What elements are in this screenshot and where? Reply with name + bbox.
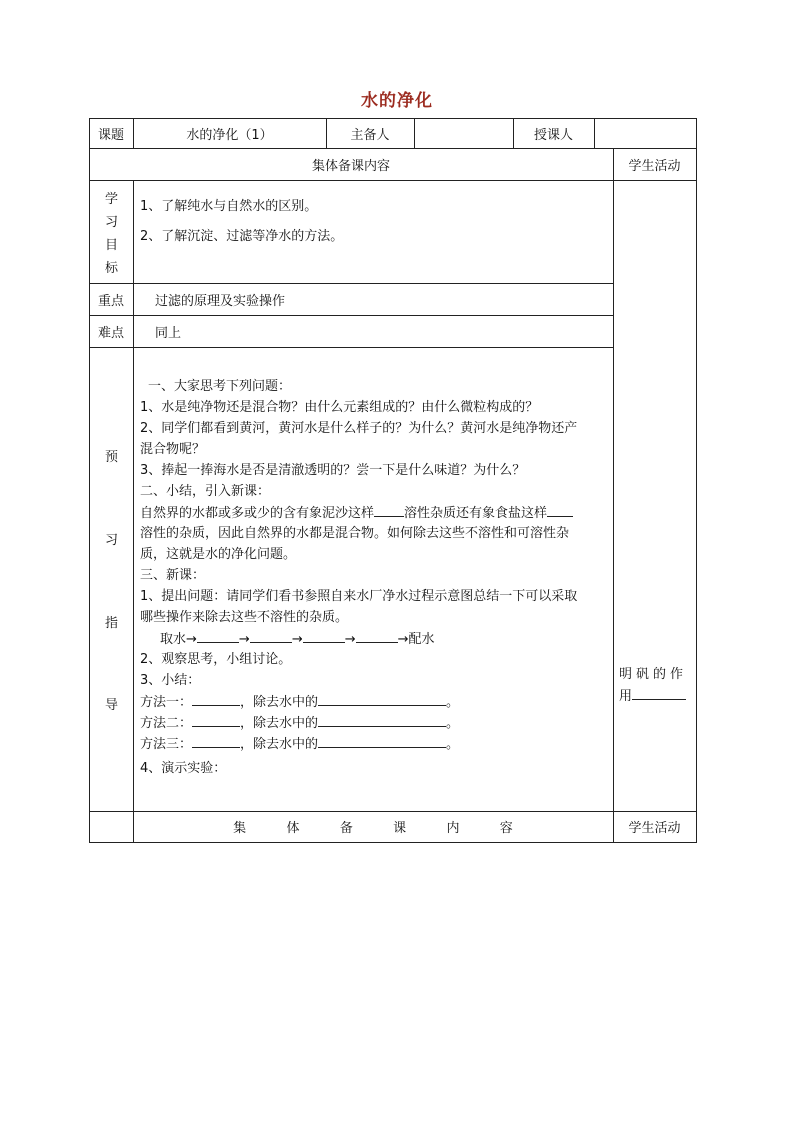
preview-text: 自然界的水都或多或少的含有象泥沙这样 bbox=[140, 506, 375, 521]
preview-line: 哪些操作来除去这些不溶性的杂质。 bbox=[140, 610, 349, 625]
fill-blank bbox=[318, 735, 446, 748]
preview-text: 溶性杂质还有象食盐这样 bbox=[404, 506, 548, 521]
preview-label-char: 指 bbox=[104, 616, 118, 631]
footer-char: 备 bbox=[339, 821, 353, 836]
footer-content-header bbox=[133, 811, 613, 842]
method-text: ，除去水中的 bbox=[240, 716, 319, 731]
footer-char: 内 bbox=[446, 821, 460, 836]
fill-blank bbox=[318, 714, 446, 727]
method-text: ，除去水中的 bbox=[240, 737, 319, 752]
goals-label-char: 标 bbox=[104, 261, 118, 276]
goal-item: 1、了解纯水与自然水的区别。 bbox=[140, 199, 318, 214]
fill-blank bbox=[303, 630, 345, 643]
goals-label-char: 学 bbox=[104, 192, 118, 207]
footer-char: 体 bbox=[286, 821, 300, 836]
method-line bbox=[140, 693, 459, 712]
side-note bbox=[619, 687, 686, 706]
fill-blank bbox=[197, 630, 239, 643]
preview-label-char: 导 bbox=[104, 698, 118, 713]
section-content-header: 集体备课内容 bbox=[311, 158, 390, 174]
fill-blank bbox=[547, 504, 573, 517]
difficulty-text: 同上 bbox=[155, 325, 182, 341]
preview-line: 一、大家思考下列问题： bbox=[148, 379, 292, 394]
page-title: 水的净化 bbox=[361, 91, 433, 111]
preview-line: 二、小结，引入新课： bbox=[140, 484, 271, 499]
fill-blank bbox=[250, 630, 292, 643]
method-period: 。 bbox=[446, 695, 460, 710]
preview-line: 混合物呢？ bbox=[140, 442, 206, 457]
footer-char: 容 bbox=[499, 821, 513, 836]
preview-line: 1、提出问题：请同学们看书参照自来水厂净水过程示意图总结一下可以采取 bbox=[140, 589, 578, 604]
key-point-text: 过滤的原理及实验操作 bbox=[155, 293, 286, 309]
preview-line bbox=[140, 504, 573, 523]
footer-char: 集 bbox=[233, 821, 247, 836]
method-label: 方法三： bbox=[140, 737, 193, 752]
teacher-value bbox=[594, 118, 696, 148]
preview-line: 2、观察思考，小组讨论。 bbox=[140, 652, 292, 667]
fill-blank bbox=[318, 693, 446, 706]
method-line bbox=[140, 735, 459, 754]
fill-blank bbox=[192, 693, 240, 706]
method-line bbox=[140, 714, 459, 733]
method-label: 方法一： bbox=[140, 695, 193, 710]
preview-line: 三、新课： bbox=[140, 568, 206, 583]
fill-blank bbox=[356, 630, 398, 643]
preview-label-char: 预 bbox=[104, 450, 118, 465]
method-period: 。 bbox=[446, 716, 460, 731]
footer-char: 课 bbox=[393, 821, 407, 836]
preview-line: 1、水是纯净物还是混合物？由什么元素组成的？由什么微粒构成的？ bbox=[140, 400, 539, 415]
fill-blank bbox=[192, 714, 240, 727]
difficulty-label: 难点 bbox=[97, 325, 124, 341]
arrow-icon: → bbox=[291, 632, 303, 647]
preview-line: 溶性的杂质，因此自然界的水都是混合物。如何除去这些不溶性和可溶性杂 bbox=[140, 526, 570, 541]
method-label: 方法二： bbox=[140, 716, 193, 731]
section-activity-header: 学生活动 bbox=[628, 158, 681, 174]
side-note-text: 用 bbox=[619, 689, 633, 704]
preparer-label: 主备人 bbox=[350, 127, 390, 143]
flow-end: 配水 bbox=[408, 632, 435, 647]
fill-blank bbox=[192, 735, 240, 748]
arrow-icon: → bbox=[186, 632, 197, 647]
key-point-label: 重点 bbox=[97, 293, 124, 309]
purification-flow bbox=[160, 630, 435, 649]
arrow-icon: → bbox=[397, 632, 409, 647]
fill-blank bbox=[374, 504, 404, 517]
fill-blank bbox=[632, 687, 686, 700]
preview-line: 质，这就是水的净化问题。 bbox=[140, 547, 297, 562]
topic-label: 课题 bbox=[97, 127, 124, 143]
method-period: 。 bbox=[446, 737, 460, 752]
topic-value: 水的净化（1） bbox=[186, 127, 273, 143]
preview-line: 3、捧起一捧海水是否是清澈透明的？尝一下是什么味道？为什么？ bbox=[140, 463, 526, 478]
preview-line: 2、同学们都看到黄河，黄河水是什么样子的？为什么？黄河水是纯净物还产 bbox=[140, 421, 578, 436]
preparer-value bbox=[414, 118, 513, 148]
goal-item: 2、了解沉淀、过滤等净水的方法。 bbox=[140, 229, 344, 244]
goals-label-char: 目 bbox=[104, 238, 118, 253]
preview-line: 3、小结： bbox=[140, 673, 201, 688]
preview-label-char: 习 bbox=[104, 533, 118, 548]
side-note: 明矾的作 bbox=[619, 667, 688, 682]
arrow-icon: → bbox=[344, 632, 356, 647]
teacher-label: 授课人 bbox=[533, 127, 573, 143]
method-text: ，除去水中的 bbox=[240, 695, 319, 710]
flow-start: 取水 bbox=[160, 632, 187, 647]
goals-label-char: 习 bbox=[104, 215, 118, 230]
preview-line: 4、演示实验： bbox=[140, 761, 227, 776]
arrow-icon: → bbox=[238, 632, 250, 647]
footer-activity-header: 学生活动 bbox=[628, 821, 681, 836]
